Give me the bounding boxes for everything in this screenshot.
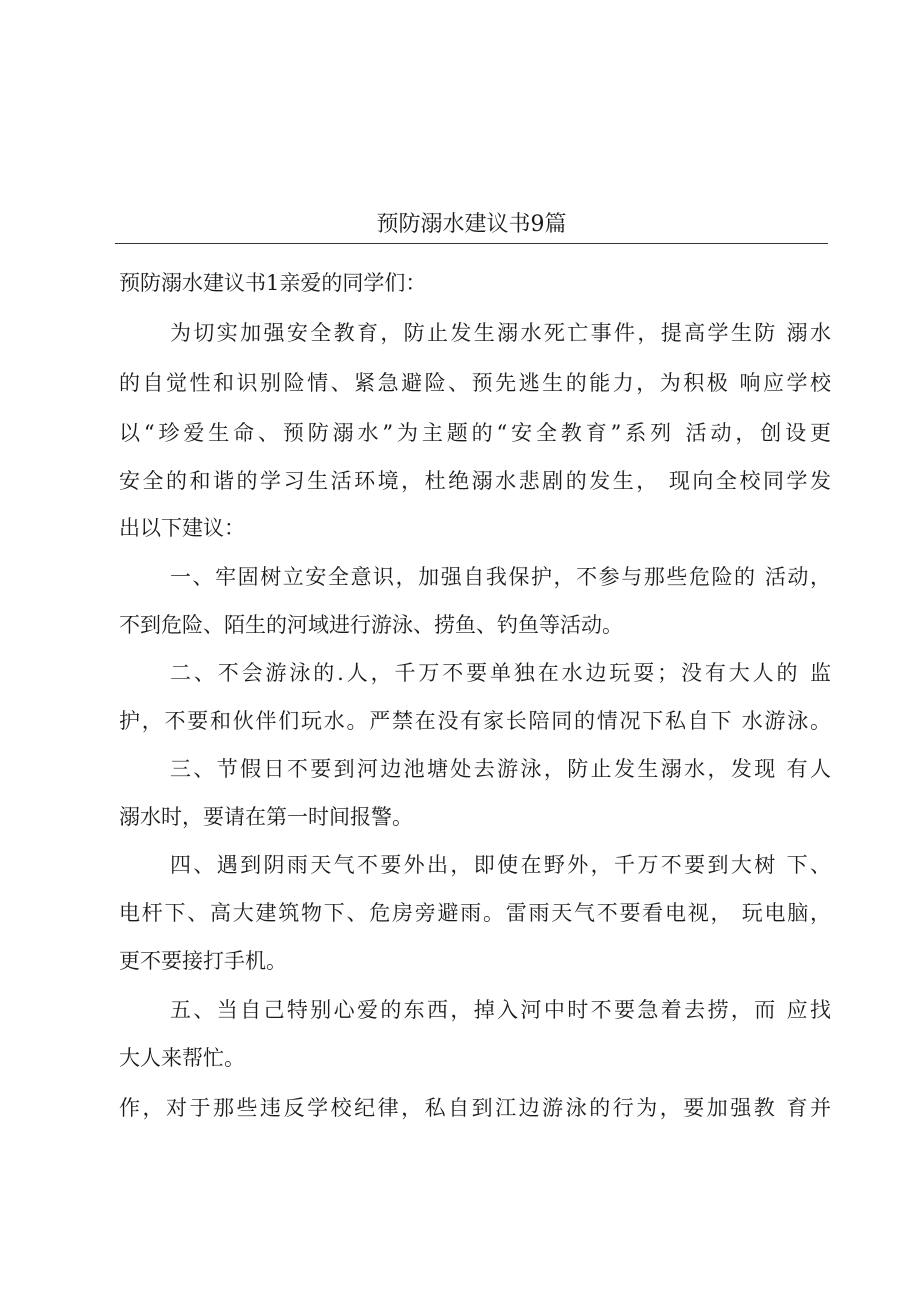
paragraph-line: 的自觉性和识别险情、紧急避险、预先逃生的能力，为积极 响应学校 — [119, 371, 831, 395]
paragraph-line: 一、牢固树立安全意识，加强自我保护，不参与那些危险的 活动， — [170, 565, 831, 589]
paragraph-line: 不到危险、陌生的河域进行游泳、捞鱼、钓鱼等活动。 — [119, 613, 623, 637]
paragraph-line: 出以下建议： — [119, 516, 245, 540]
paragraph-line: 五、当自己特别心爱的东西，掉入河中时不要急着去捞，而 应找 — [170, 998, 831, 1022]
salutation-line: 预防溺水建议书1亲爱的同学们： — [119, 271, 427, 295]
paragraph-line: 安全的和谐的学习生活环境，杜绝溺水悲剧的发生， 现向全校同学发 — [119, 469, 831, 493]
paragraph-line: 作，对于那些违反学校纪律，私自到江边游泳的行为，要加强教 育并 — [119, 1096, 831, 1120]
paragraph-line: 二、不会游泳的.人，千万不要单独在水边玩耍；没有大人的 监 — [170, 661, 831, 685]
paragraph-line: 以“珍爱生命、预防溺水”为主题的“安全教育”系列 活动，创设更 — [119, 421, 831, 445]
document-title: 预防溺水建议书9篇 — [376, 212, 567, 237]
title-divider — [115, 243, 828, 244]
paragraph-line: 电杆下、高大建筑物下、危房旁避雨。雷雨天气不要看电视， 玩电脑， — [119, 901, 831, 925]
paragraph-line: 三、节假日不要到河边池塘处去游泳，防止发生溺水，发现 有人 — [170, 757, 831, 781]
paragraph-line: 大人来帮忙。 — [119, 1046, 245, 1070]
paragraph-line: 护，不要和伙伴们玩水。严禁在没有家长陪同的情况下私自下 水游泳。 — [119, 709, 831, 733]
paragraph-line: 更不要接打手机。 — [119, 949, 287, 973]
paragraph-line: 四、遇到阴雨天气不要外出，即使在野外，千万不要到大树 下、 — [170, 853, 831, 877]
paragraph-line: 为切实加强安全教育，防止发生溺水死亡事件，提高学生防 溺水 — [170, 321, 831, 345]
paragraph-line: 溺水时，要请在第一时间报警。 — [119, 805, 413, 829]
